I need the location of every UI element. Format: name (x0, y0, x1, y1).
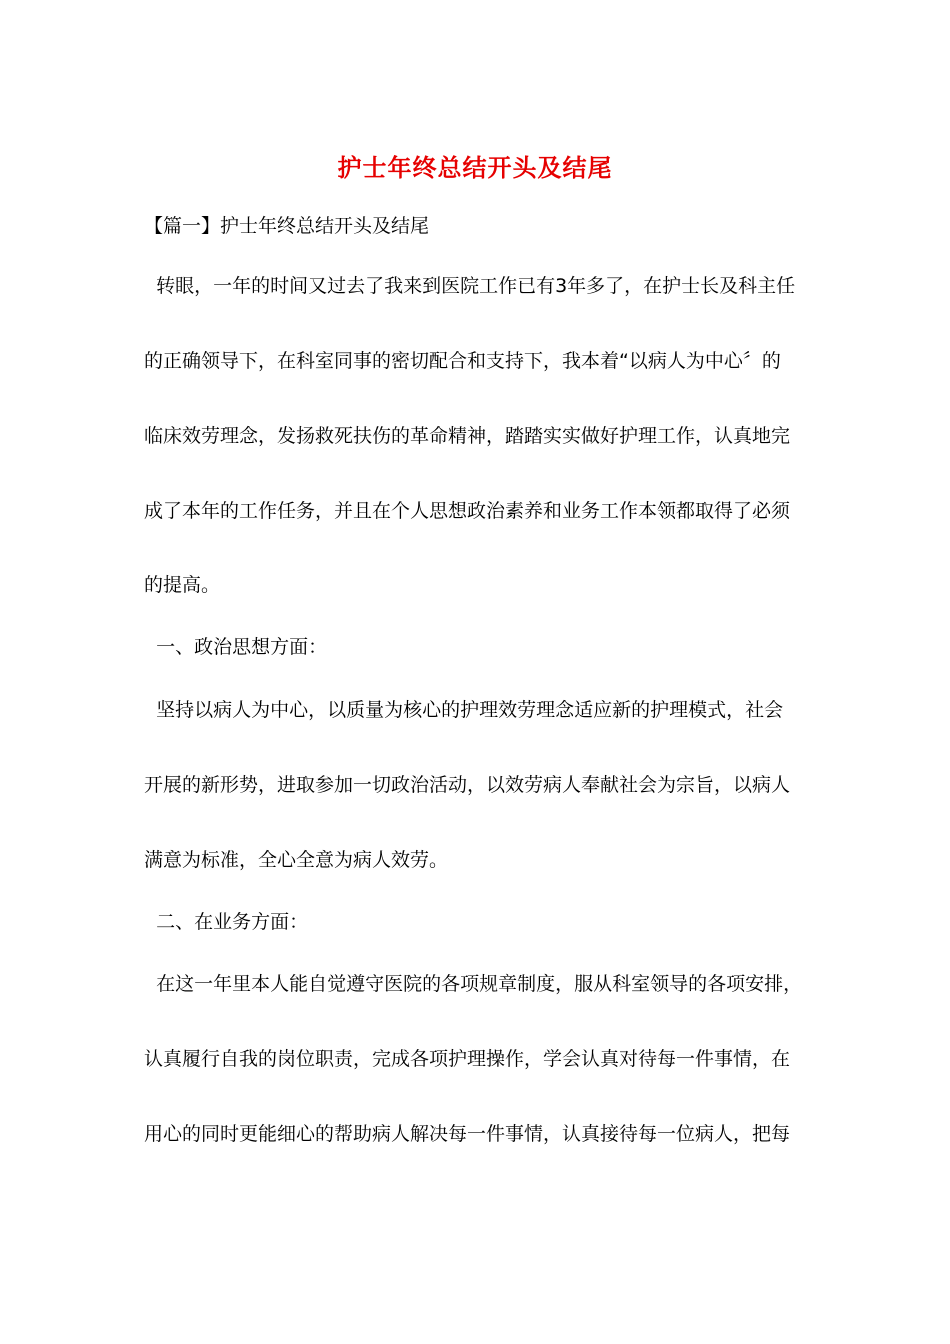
subheading-political: 一、政治思想方面： (144, 636, 328, 658)
paragraph-line: 转眼，一年的时间又过去了我来到医院工作已有3年多了，在护士长及科主任 (144, 275, 796, 297)
paragraph-line: 满意为标准，全心全意为病人效劳。 (144, 849, 449, 871)
paragraph-line: 在这一年里本人能自觉遵守医院的各项规章制度，服从科室领导的各项安排， (144, 973, 803, 995)
document-title: 护士年终总结开头及结尾 (337, 153, 613, 182)
paragraph-line: 成了本年的工作任务，并且在个人思想政治素养和业务工作本领都取得了必须 (144, 500, 791, 522)
subheading-business: 二、在业务方面： (144, 911, 309, 933)
paragraph-line: 坚持以病人为中心，以质量为核心的护理效劳理念适应新的护理模式，社会 (144, 699, 784, 721)
paragraph-line: 开展的新形势，进取参加一切政治活动，以效劳病人奉献社会为宗旨，以病人 (144, 774, 791, 796)
paragraph-line: 用心的同时更能细心的帮助病人解决每一件事情，认真接待每一位病人，把每 (144, 1123, 791, 1145)
section-heading: 【篇一】护士年终总结开头及结尾 (144, 215, 430, 237)
paragraph-line: 的正确领导下，在科室同事的密切配合和支持下，我本着“以病人为中心〞的 (144, 350, 781, 372)
paragraph-line: 认真履行自我的岗位职责，完成各项护理操作，学会认真对待每一件事情，在 (144, 1048, 791, 1070)
paragraph-line: 的提高。 (144, 574, 221, 596)
paragraph-line: 临床效劳理念，发扬救死扶伤的革命精神，踏踏实实做好护理工作，认真地完 (144, 425, 791, 447)
